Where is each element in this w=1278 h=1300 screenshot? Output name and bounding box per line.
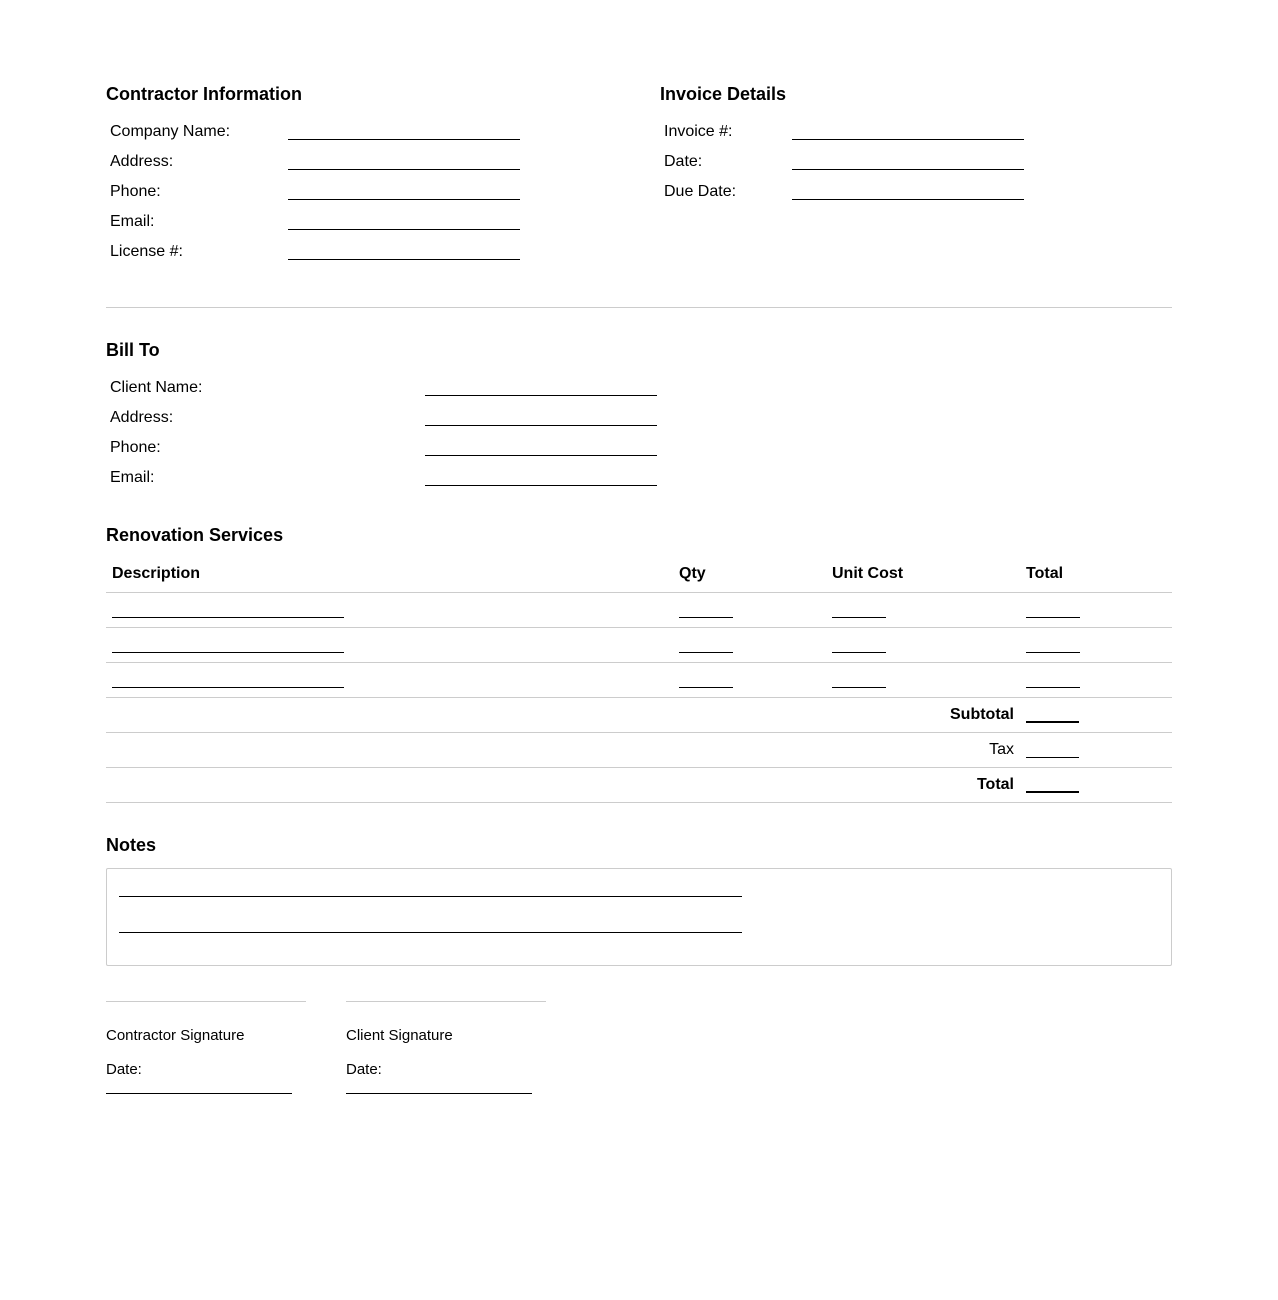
section-divider — [106, 307, 1172, 308]
notes-box[interactable] — [106, 868, 1172, 966]
contractor-signature-label: Contractor Signature — [106, 1027, 245, 1044]
contractor-email-field[interactable] — [288, 229, 520, 230]
description-field[interactable] — [112, 687, 344, 688]
table-row — [106, 663, 1172, 698]
client-address-row — [110, 409, 1176, 439]
field-label: Due Date: — [664, 183, 737, 200]
tax-field[interactable] — [1026, 757, 1079, 758]
field-label: Invoice #: — [664, 123, 733, 140]
invoice-details-heading: Invoice Details — [660, 84, 787, 104]
contractor-date-field[interactable] — [106, 1093, 292, 1094]
contractor-address-field[interactable] — [288, 169, 520, 170]
contractor-information-heading: Contractor Information — [106, 84, 302, 104]
subtotal-label: Subtotal — [950, 706, 1014, 723]
description-field[interactable] — [112, 617, 344, 618]
header-section — [106, 83, 1172, 273]
total-label: Total — [976, 776, 1014, 793]
line-total-field[interactable] — [1026, 617, 1080, 618]
bill-to-section — [106, 339, 1172, 499]
contractor-company-name-row — [110, 123, 630, 153]
grand-total-field[interactable] — [1026, 791, 1079, 793]
company-name-field[interactable] — [288, 139, 520, 140]
client-signature-line[interactable] — [346, 1001, 546, 1002]
field-label: Email: — [110, 469, 155, 486]
subtotal-field[interactable] — [1026, 721, 1079, 723]
client-name-field[interactable] — [425, 395, 657, 396]
field-label: Date: — [664, 153, 703, 170]
contractor-signature-line[interactable] — [106, 1001, 306, 1002]
client-date-label: Date: — [346, 1061, 382, 1078]
contractor-date-label: Date: — [106, 1061, 142, 1078]
client-date-field[interactable] — [346, 1093, 532, 1094]
services-table — [106, 556, 1172, 803]
tax-label: Tax — [989, 741, 1014, 758]
column-header-total: Total — [1026, 565, 1064, 582]
client-signature-label: Client Signature — [346, 1027, 453, 1044]
qty-field[interactable] — [679, 617, 733, 618]
contractor-email-row — [110, 213, 630, 243]
contractor-phone-field[interactable] — [288, 199, 520, 200]
bill-to-heading: Bill To — [106, 340, 160, 360]
client-name-row — [110, 379, 1176, 409]
client-email-row — [110, 469, 1176, 499]
due-date-field[interactable] — [792, 199, 1024, 200]
notes-line-2[interactable] — [119, 932, 742, 933]
due-date-row — [664, 183, 1084, 213]
unit-cost-field[interactable] — [832, 617, 886, 618]
contractor-information-section — [106, 83, 626, 260]
notes-section — [106, 834, 1172, 856]
column-header-unit-cost: Unit Cost — [832, 565, 904, 582]
description-field[interactable] — [112, 652, 344, 653]
license-number-field[interactable] — [288, 259, 520, 260]
client-phone-row — [110, 439, 1176, 469]
field-label: Phone: — [110, 183, 161, 200]
unit-cost-field[interactable] — [832, 652, 886, 653]
table-row — [106, 593, 1172, 628]
qty-field[interactable] — [679, 652, 733, 653]
field-label: License #: — [110, 243, 183, 260]
invoice-number-field[interactable] — [792, 139, 1024, 140]
contractor-phone-row — [110, 183, 630, 213]
field-label: Email: — [110, 213, 155, 230]
field-label: Company Name: — [110, 123, 231, 140]
field-label: Phone: — [110, 439, 161, 456]
field-label: Address: — [110, 153, 174, 170]
client-signature-block — [346, 1001, 546, 1078]
tax-row — [106, 733, 1172, 768]
line-total-field[interactable] — [1026, 687, 1080, 688]
table-header-row — [106, 556, 1172, 593]
invoice-details-section — [660, 83, 1080, 200]
column-header-description: Description — [112, 565, 201, 582]
invoice-number-row — [664, 123, 1084, 153]
notes-heading: Notes — [106, 835, 157, 855]
total-row — [106, 768, 1172, 803]
client-email-field[interactable] — [425, 485, 657, 486]
table-row — [106, 628, 1172, 663]
notes-line-1[interactable] — [119, 896, 742, 897]
field-label: Client Name: — [110, 379, 203, 396]
column-header-qty: Qty — [679, 565, 706, 582]
unit-cost-field[interactable] — [832, 687, 886, 688]
client-address-field[interactable] — [425, 425, 657, 426]
contractor-address-row — [110, 153, 630, 183]
renovation-services-section — [106, 524, 1172, 793]
contractor-license-row — [110, 243, 630, 273]
contractor-signature-block — [106, 1001, 306, 1078]
field-label: Address: — [110, 409, 174, 426]
qty-field[interactable] — [679, 687, 733, 688]
subtotal-row — [106, 698, 1172, 733]
invoice-date-row — [664, 153, 1084, 183]
renovation-services-heading: Renovation Services — [106, 525, 284, 545]
client-phone-field[interactable] — [425, 455, 657, 456]
invoice-date-field[interactable] — [792, 169, 1024, 170]
line-total-field[interactable] — [1026, 652, 1080, 653]
